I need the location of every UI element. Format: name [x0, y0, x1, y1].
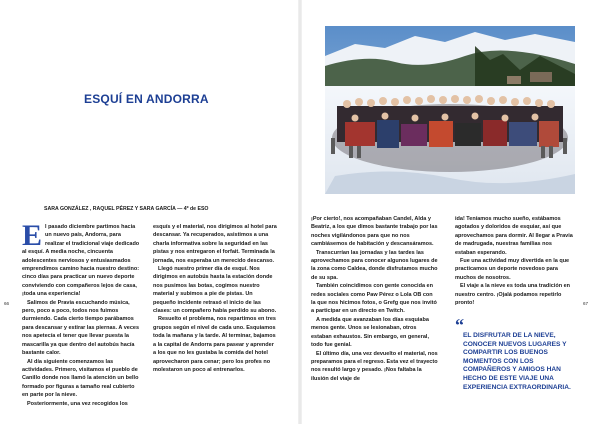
quote-mark-icon: “ — [455, 315, 464, 335]
paragraph: ¡Por cierto!, nos acompañaban Candel, Alda y Beatriz, a los que dimos bastante trabajo por las noches vigilándonos para que no nos cambiásemos de habitación y descansáramos. — [311, 216, 438, 248]
paragraph: Al día siguiente comenzamos las actividades. Primero, visitamos el pueblo de Canillo donde nos llamó la atención un bello formado por figuras a tamaño real cubierto en parte por la nieve. — [22, 358, 139, 399]
group-photo — [325, 26, 575, 194]
text-column-4 — [455, 215, 573, 307]
article-authors: SARA GONZÁLEZ , RAQUEL PÉREZ Y SARA GARCÍA — 4º de ESO — [44, 206, 209, 212]
page-gutter — [298, 0, 302, 424]
paragraph: ida! Teníamos mucho sueño, estábamos agotados y doloridos de esquiar, así que aprovechamos para dormir. Al llegar a Pravia de madrugada, nuestras familias nos estaban esperando. — [455, 216, 573, 256]
drop-cap: E — [22, 219, 43, 252]
text-column-2 — [153, 223, 277, 374]
pull-quote — [455, 315, 573, 392]
article-title: ESQUÍ EN ANDORRA — [84, 92, 209, 106]
text-column-1 — [22, 219, 140, 408]
paragraph: Transcurrían las jornadas y las tardes las aprovechamos para conocer algunos lugares de la zona como Caldea, donde disfrutamos mucho de su spa. — [311, 249, 438, 281]
text-column-3 — [311, 215, 438, 383]
pull-quote-text: EL DISFRUTAR DE LA NIEVE, CONOCER NUEVOS LUGARES Y COMPARTIR LOS BUENOS MOMENTOS CON LOS COMPAÑEROS Y AMIGOS HAN HECHO DE ESTE VIAJE UNA EXPERIENCIA EXTRAORDINARIA. — [463, 332, 571, 391]
page-number-right: 67 — [583, 301, 589, 306]
paragraph: También coincidimos con gente conocida en redes sociales como Paw Pérez o Lola OB con la que nos hicimos fotos, o Grefg que nos invitó a participar en un directo en Twitch. — [311, 283, 437, 315]
paragraph: esquís y el material, nos dirigimos al hotel para descansar. Ya recuperados, asistimos a una charla informativa sobre la seguridad en las pistas y nos entregaron el forfait. Terminada la jornada, nos esperaba un merecido descanso. — [153, 224, 277, 264]
paragraph: Fue una actividad muy divertida en la que practicamos un deporte novedoso para muchos de nosotros. — [455, 258, 570, 281]
page-number-left: 66 — [4, 301, 10, 306]
paragraph: Llegó nuestro primer día de esquí. Nos dirigimos en autobús hasta la estación donde nos pusimos las botas, cogimos nuestro material y subimos a pie de pistas. Un pequeño incidente retrasó el inicio de las clases: un compañero había perdido su abono. — [153, 266, 277, 315]
paragraph: El viaje a la nieve es toda una tradición en nuestro centro. ¡Ojalá podamos repetirlo pronto! — [455, 283, 571, 307]
paragraph: El último día, una vez devuelto el material, nos preparamos para el regreso. Esta vez el trayecto nos resultó largo y pesado. ¡Nos faltaba la ilusión del viaje de — [311, 350, 438, 382]
paragraph: Posteriormente, una vez recogidos los — [27, 400, 128, 407]
paragraph: Salimos de Pravia escuchando música, pero, poco a poco, todos nos fuimos durmiendo. Cada cierto tiempo parábamos para descansar y estirar las piernas. A veces nos apetecía el tener que llevar puesta la mascarilla ya que dentro del autobús hacía bastante calor. — [22, 299, 139, 357]
paragraph: l pasado diciembre partimos hacia un nuevo país, Andorra, para realizar el tradicional viaje dedicado al esquí. A media noche, cincuenta adolescentes nerviosos y entusiasmados emprendimos camino hacia nuestro destino: cinco días para practicar un nuevo deporte conviviendo con compañeros lejos de casa, ¡toda una experiencia! — [22, 224, 140, 298]
paragraph: Resuelto el problema, nos repartimos en tres grupos según el nivel de cada uno. Esquiamos toda la mañana y la tarde. Al terminar, bajamos a la capital de Andorra para pasear y aprender a los que no les gustaba la comida del hotel aprovecharon para cenar; pero los profes no molestaron un poco al entrenarlos. — [153, 316, 276, 373]
paragraph: A medida que avanzaban los días esquiaba menos gente. Unos se lesionaban, otros estaban exhaustos. Sin embargo, en general, todo fue genial. — [311, 316, 429, 349]
